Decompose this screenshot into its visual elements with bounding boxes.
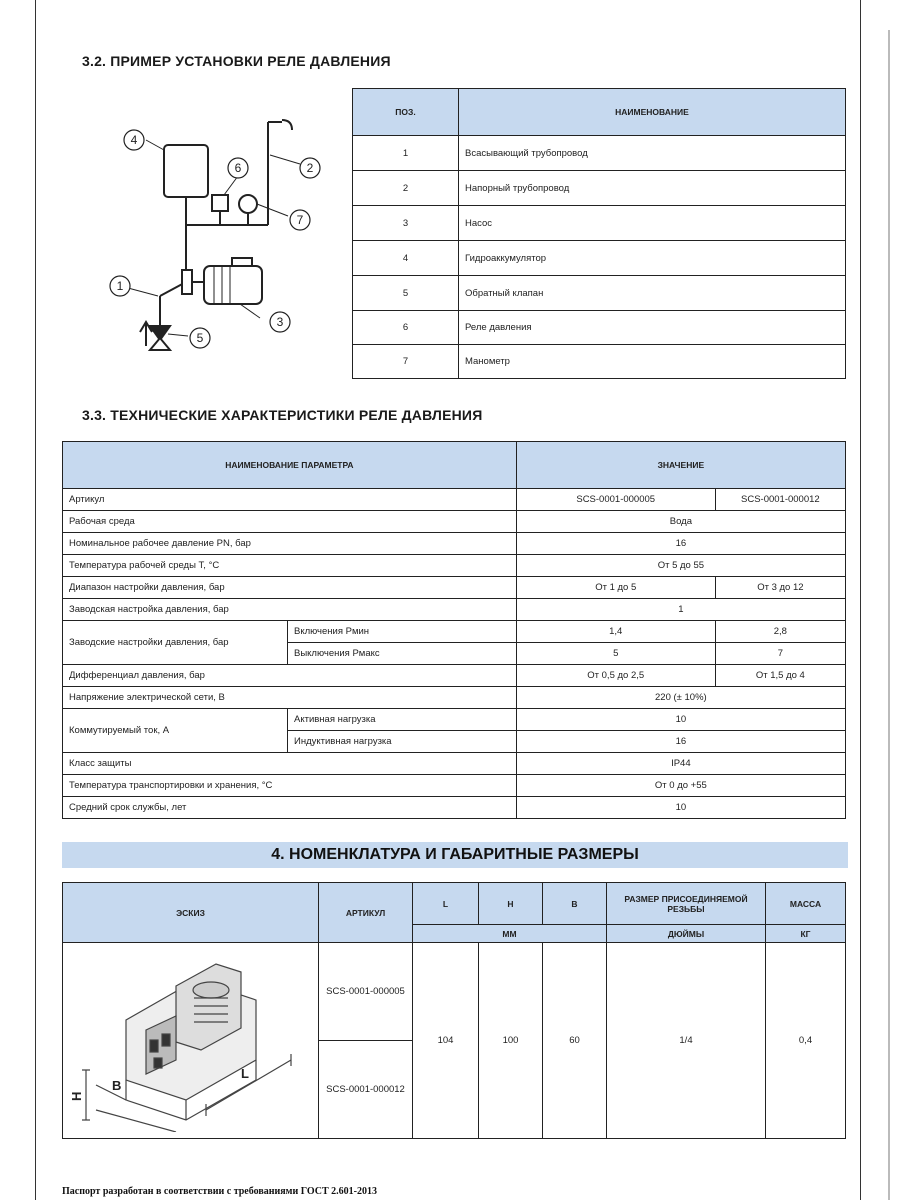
table-row [63, 599, 846, 621]
table-row [63, 709, 846, 731]
param-label: Заводские настройки давления, бар [63, 621, 288, 665]
table-row [63, 797, 846, 819]
table-row [353, 171, 846, 206]
param-value: От 5 до 55 [516, 555, 845, 577]
param-value: 2,8 [715, 621, 845, 643]
param-value: 220 (± 10%) [516, 687, 845, 709]
row-pos: 6 [353, 311, 459, 345]
section-3-3-title: 3.3. ТЕХНИЧЕСКИЕ ХАРАКТЕРИСТИКИ РЕЛЕ ДАВЛЕНИЯ [82, 407, 483, 423]
row-pos: 1 [353, 136, 459, 171]
table-row [63, 665, 846, 687]
diagram-label-6: 6 [234, 161, 242, 175]
col-pos-header: ПОЗ. [353, 89, 459, 136]
relay-shape [212, 195, 228, 211]
col-name-header: НАИМЕНОВАНИЕ [459, 89, 846, 136]
section-3-2-title: 3.2. ПРИМЕР УСТАНОВКИ РЕЛЕ ДАВЛЕНИЯ [82, 53, 391, 69]
param-value: 1 [516, 599, 845, 621]
param-label: Рабочая среда [63, 511, 517, 533]
row-pos: 3 [353, 206, 459, 241]
param-value: 10 [516, 709, 845, 731]
col-b-header: B [543, 883, 607, 925]
row-pos: 4 [353, 241, 459, 276]
row-name: Всасывающий трубопровод [459, 136, 846, 171]
unit-kg: КГ [766, 925, 846, 943]
page-edge [888, 30, 890, 1200]
param-value: От 1,5 до 4 [715, 665, 845, 687]
section-4-title: 4. НОМЕНКЛАТУРА И ГАБАРИТНЫЕ РАЗМЕРЫ [62, 842, 848, 868]
table-row [63, 621, 846, 643]
footer-note: Паспорт разработан в соответствии с требованиями ГОСТ 2.601-2013 [62, 1186, 377, 1197]
param-value: От 0,5 до 2,5 [516, 665, 715, 687]
param-label: Средний срок службы, лет [63, 797, 517, 819]
col-param-header: НАИМЕНОВАНИЕ ПАРАМЕТРА [63, 442, 517, 489]
param-label: Дифференциал давления, бар [63, 665, 517, 687]
table-row [353, 206, 846, 241]
sub-label: Включения Pмин [288, 621, 517, 643]
diagram-label-1: 1 [116, 279, 124, 293]
value-h: 100 [479, 943, 543, 1139]
param-label: Температура рабочей среды T, °C [63, 555, 517, 577]
table-row [63, 687, 846, 709]
param-value: 10 [516, 797, 845, 819]
col-article-header: АРТИКУЛ [319, 883, 413, 943]
table-row [63, 753, 846, 775]
article-2: SCS-0001-000012 [319, 1041, 413, 1139]
pump-inlet [182, 270, 192, 294]
manometer-shape [239, 195, 257, 213]
article-1: SCS-0001-000005 [516, 489, 715, 511]
param-value: 1,4 [516, 621, 715, 643]
value-mass: 0,4 [766, 943, 846, 1139]
sub-label: Выключения Pмакс [288, 643, 517, 665]
diagram-label-5: 5 [196, 331, 204, 345]
sketch-label-l: L [241, 1066, 249, 1081]
col-l-header: L [413, 883, 479, 925]
unit-inch: ДЮЙМЫ [607, 925, 766, 943]
sketch-label-b: B [112, 1078, 122, 1093]
row-name: Гидроаккумулятор [459, 241, 846, 276]
col-h-header: H [479, 883, 543, 925]
table-row [63, 775, 846, 797]
row-name: Обратный клапан [459, 276, 846, 311]
installation-diagram [100, 100, 330, 360]
accumulator-shape [164, 145, 208, 197]
table-row [63, 511, 846, 533]
col-thread-header: РАЗМЕР ПРИСОЕДИНЯЕМОЙ РЕЗЬБЫ [607, 883, 766, 925]
article-2: SCS-0001-000012 [715, 489, 845, 511]
row-pos: 2 [353, 171, 459, 206]
diagram-label-2: 2 [306, 161, 314, 175]
table-row [353, 276, 846, 311]
param-value: 7 [715, 643, 845, 665]
row-pos: 5 [353, 276, 459, 311]
specs-table [62, 441, 846, 819]
diagram-label-7: 7 [296, 213, 304, 227]
param-value: 16 [516, 533, 845, 555]
value-b: 60 [543, 943, 607, 1139]
table-row [63, 555, 846, 577]
row-name: Напорный трубопровод [459, 171, 846, 206]
diagram-label-3: 3 [276, 315, 284, 329]
diagram-label-4: 4 [130, 133, 138, 147]
sub-label: Активная нагрузка [288, 709, 517, 731]
param-label: Артикул [63, 489, 517, 511]
param-value: Вода [516, 511, 845, 533]
param-value: От 1 до 5 [516, 577, 715, 599]
param-label: Диапазон настройки давления, бар [63, 577, 517, 599]
table-row [63, 489, 846, 511]
param-label: Номинальное рабочее давление PN, бар [63, 533, 517, 555]
row-name: Насос [459, 206, 846, 241]
table-row [353, 241, 846, 276]
article-1: SCS-0001-000005 [319, 943, 413, 1041]
table-row [353, 345, 846, 379]
table-row [63, 533, 846, 555]
param-label: Коммутируемый ток, А [63, 709, 288, 753]
param-value: От 3 до 12 [715, 577, 845, 599]
row-name: Реле давления [459, 311, 846, 345]
row-name: Манометр [459, 345, 846, 379]
relay-sketch [66, 950, 302, 1132]
param-value: 5 [516, 643, 715, 665]
param-value: 16 [516, 731, 845, 753]
param-value: От 0 до +55 [516, 775, 845, 797]
value-l: 104 [413, 943, 479, 1139]
table-row [353, 136, 846, 171]
row-pos: 7 [353, 345, 459, 379]
pump-motor [204, 266, 262, 304]
param-label: Температура транспортировки и хранения, °C [63, 775, 517, 797]
col-mass-header: МАССА [766, 883, 846, 925]
param-label: Класс защиты [63, 753, 517, 775]
table-row [353, 311, 846, 345]
col-sketch-header: ЭСКИЗ [63, 883, 319, 943]
col-value-header: ЗНАЧЕНИЕ [516, 442, 845, 489]
components-table [352, 88, 846, 379]
param-label: Напряжение электрической сети, В [63, 687, 517, 709]
sketch-label-h: H [69, 1091, 84, 1101]
sub-label: Индуктивная нагрузка [288, 731, 517, 753]
param-value: IP44 [516, 753, 845, 775]
value-thread: 1/4 [607, 943, 766, 1139]
unit-mm: ММ [413, 925, 607, 943]
param-label: Заводская настройка давления, бар [63, 599, 517, 621]
table-row [63, 577, 846, 599]
